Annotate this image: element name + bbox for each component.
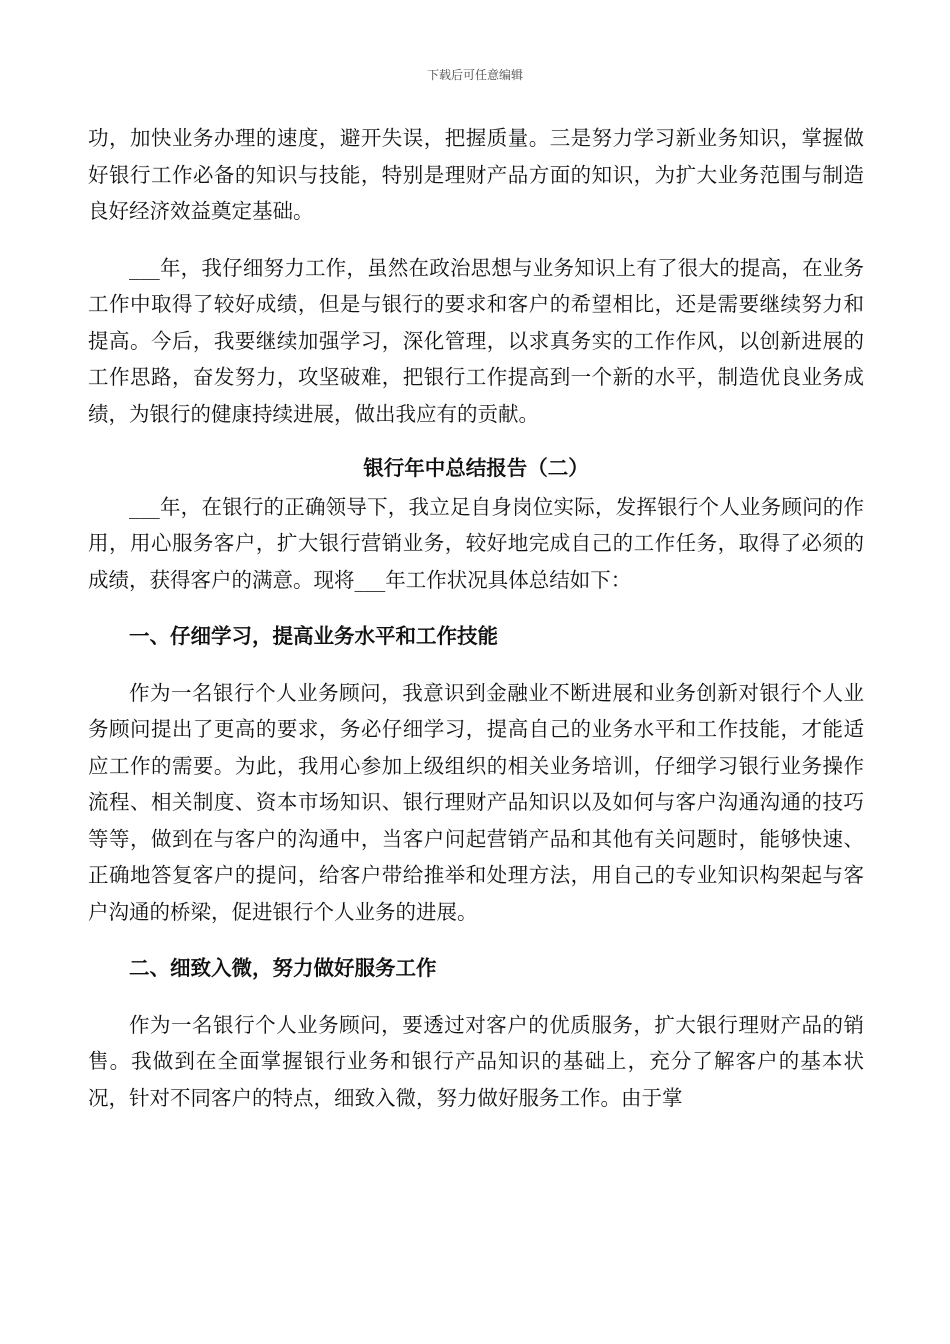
page-header-note: 下载后可任意编辑	[426, 68, 523, 82]
document-body	[88, 120, 864, 1116]
paragraph-year-summary: ___年，我仔细努力工作，虽然在政治思想与业务知识上有了很大的提高，在业务工作中取得了较好成绩，但是与银行的要求和客户的希望相比，还是需要继续努力和提高。今后，我要继续加强学习，深化管理，以求真务实的工作作风，以创新进展的工作思路，奋发努力，攻坚破难，把银行工作提高到一个新的水平，制造优良业务成绩，为银行的健康持续进展，做出我应有的贡献。	[88, 255, 864, 426]
heading-one: 一、仔细学习，提高业务水平和工作技能	[129, 624, 498, 648]
heading-two: 二、细致入微，努力做好服务工作	[129, 956, 437, 980]
paragraph-intro: ___年，在银行的正确领导下，我立足自身岗位实际，发挥银行个人业务顾问的作用，用心服务客户，扩大银行营销业务，较好地完成自己的工作任务，取得了必须的成绩，获得客户的满意。现将___年工作状况具体总结如下：	[88, 494, 864, 592]
paragraph-service: 作为一名银行个人业务顾问，要透过对客户的优质服务，扩大银行理财产品的销售。我做到在全面掌握银行业务和银行产品知识的基础上，充分了解客户的基本状况，针对不同客户的特点，细致入微，努力做好服务工作。由于掌	[88, 1012, 864, 1110]
paragraph-continuation: 功，加快业务办理的速度，避开失误，把握质量。三是努力学习新业务知识，掌握做好银行工作必备的知识与技能，特别是理财产品方面的知识，为扩大业务范围与制造良好经济效益奠定基础。	[88, 126, 864, 223]
section-title: 银行年中总结报告（二）	[363, 456, 589, 480]
paragraph-study: 作为一名银行个人业务顾问，我意识到金融业不断进展和业务创新对银行个人业务顾问提出了更高的要求，务必仔细学习，提高自己的业务水平和工作技能，才能适应工作的需要。为此，我用心参加上级组织的相关业务培训，仔细学习银行业务操作流程、相关制度、资本市场知识、银行理财产品知识以及如何与客户沟通沟通的技巧等等，做到在与客户的沟通中，当客户问起营销产品和其他有关问题时，能够快速、正确地答复客户的提问，给客户带给推举和处理方法，用自己的专业知识构架起与客户沟通的桥梁，促进银行个人业务的进展。	[88, 680, 864, 924]
